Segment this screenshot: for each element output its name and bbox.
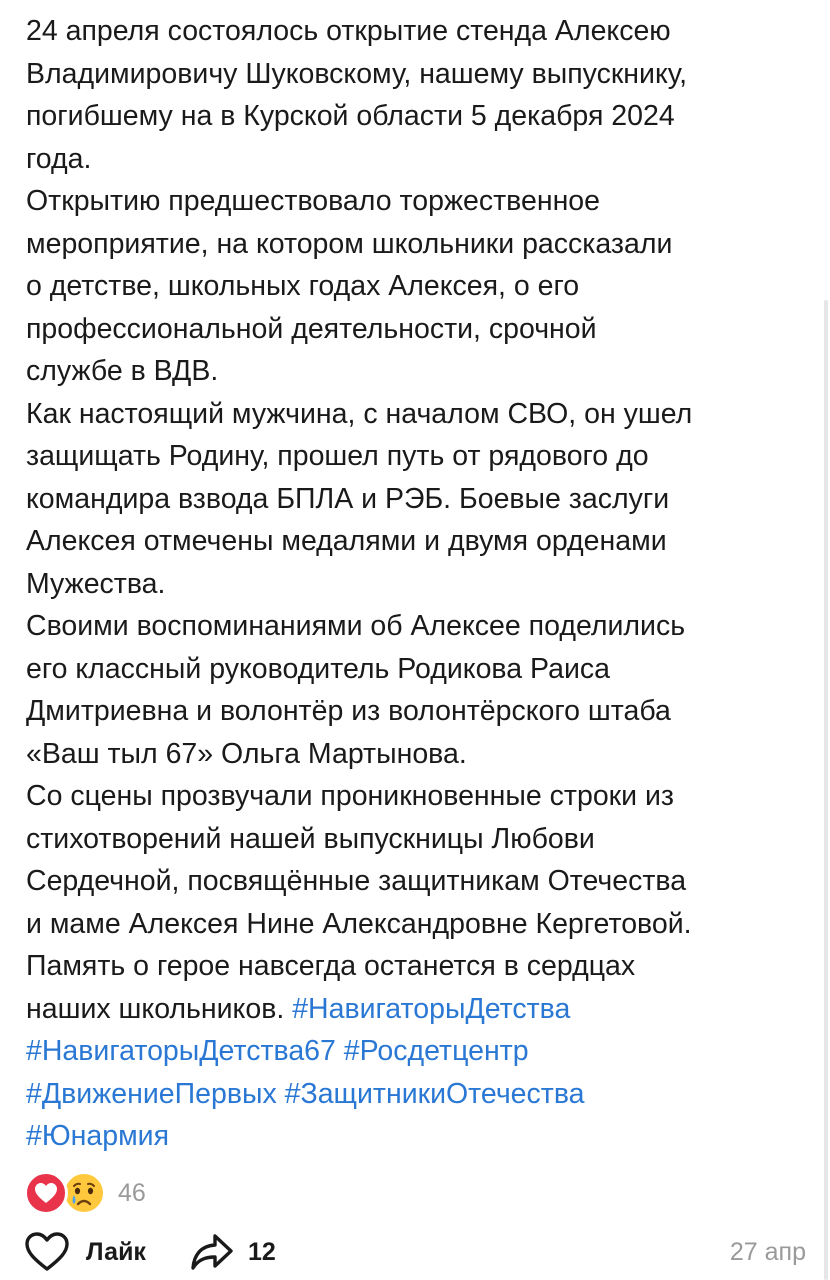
post-text-line — [26, 988, 816, 1031]
scrollbar[interactable] — [824, 300, 828, 1280]
post-text-line: погибшему на в Курской области 5 декабря 2024 — [26, 100, 675, 132]
hashtag-link[interactable]: #ДвижениеПервых — [26, 1077, 277, 1110]
post-action-bar — [24, 1226, 806, 1278]
post-text-line: Открытию предшествовало торжественное — [26, 185, 601, 217]
post-text-line: защищать Родину, прошел путь от рядового до — [26, 440, 649, 472]
post-text-line: о детстве, школьных годах Алексея, о его — [26, 270, 580, 302]
share-arrow-icon — [190, 1232, 234, 1272]
reaction-count: 46 — [118, 1178, 146, 1207]
post-text-line: «Ваш тыл 67» Ольга Мартынова. — [26, 737, 467, 770]
reactions-summary[interactable] — [24, 1170, 146, 1216]
hashtag-line — [26, 1073, 816, 1116]
post-text-line: Алексея отмечены медалями и двумя орденами — [26, 525, 667, 557]
hashtag-link[interactable]: #НавигаторыДетства — [292, 992, 571, 1025]
hashtag-line — [26, 1030, 816, 1073]
post-text-line: Как настоящий мужчина, с началом СВО, он ушел — [26, 397, 693, 430]
post-text-line: его классный руководитель Родикова Раиса — [26, 652, 610, 685]
post-text-line: Владимировичу Шуковскому, нашему выпускнику, — [26, 57, 688, 90]
hashtag-link[interactable]: #Юнармия — [26, 1120, 170, 1152]
post-text-line: стихотворений нашей выпускницы Любови — [26, 822, 595, 855]
hashtag-link[interactable]: #НавигаторыДетства67 — [26, 1035, 336, 1067]
heart-icon — [24, 1171, 68, 1215]
post-text-line: службе в ВДВ. — [26, 355, 219, 387]
post-text-line: Своими воспоминаниями об Алексее поделились — [26, 610, 686, 642]
post-text-line: года. — [26, 142, 92, 175]
post-text-line: 24 апреля состоялось открытие стенда Алексею — [26, 15, 671, 47]
share-button[interactable] — [190, 1226, 276, 1278]
post-text-line: Сердечной, посвящённые защитникам Отечества — [26, 865, 687, 897]
heart-outline-icon — [24, 1231, 70, 1273]
post-text-fragment: наших школьников. — [26, 992, 285, 1025]
hashtag-link[interactable]: #ЗащитникиОтечества — [284, 1077, 585, 1110]
post-text-line: Со сцены прозвучали проникновенные строки из — [26, 780, 674, 812]
crying-face-icon — [62, 1171, 106, 1215]
post-text-line: мероприятие, на котором школьники рассказали — [26, 227, 673, 260]
post-date: 27 апр — [729, 1238, 806, 1266]
post-text-line: Дмитриевна и волонтёр из волонтёрского штаба — [26, 695, 671, 727]
post-text-line: Мужества. — [26, 567, 166, 600]
post-text-line: и маме Алексея Нине Александровне Кергетовой. — [26, 907, 692, 940]
post-text — [26, 10, 816, 1158]
hashtag-line — [26, 1115, 816, 1158]
hashtag-link[interactable]: #Росдетцентр — [343, 1035, 529, 1067]
like-label: Лайк — [86, 1237, 146, 1266]
post-text-line: профессиональной деятельности, срочной — [26, 312, 597, 345]
share-count: 12 — [248, 1237, 276, 1266]
post-text-line: командира взвода БПЛА и РЭБ. Боевые заслуги — [26, 482, 670, 515]
post-text-line: Память о герое навсегда останется в сердцах — [26, 950, 636, 982]
like-button[interactable] — [24, 1226, 146, 1278]
